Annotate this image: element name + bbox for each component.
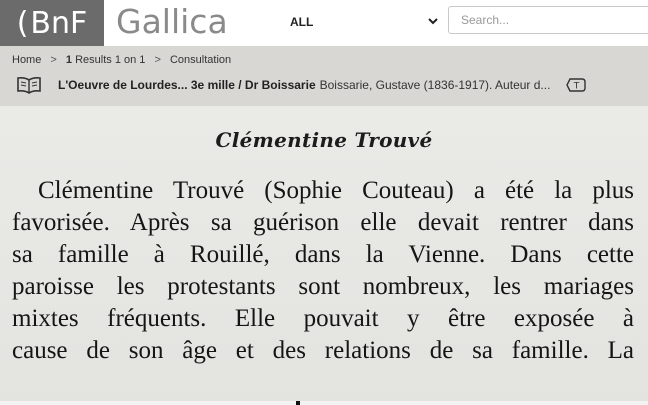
page-text-line: paroisse les protestants sont nombreux, les mariages (12, 273, 634, 300)
document-author[interactable]: Boissarie, Gustave (1836-1917). Auteur d... (319, 78, 551, 92)
page-text-line: sa famille à Rouillé, dans la Vienne. Dans cette (12, 241, 634, 268)
site-title[interactable]: Gallica (116, 2, 228, 41)
breadcrumb-separator: > (154, 54, 161, 66)
breadcrumb (12, 54, 231, 66)
breadcrumb-results[interactable] (66, 54, 146, 66)
collection-select[interactable] (290, 10, 440, 34)
document-row (16, 74, 636, 96)
scanned-page (0, 106, 648, 405)
text-mode-icon[interactable] (566, 78, 586, 92)
page-bottom-edge (0, 401, 648, 405)
search-input[interactable] (448, 6, 648, 34)
chapter-heading: Clémentine Trouvé (215, 128, 433, 152)
bnf-logo[interactable] (0, 0, 104, 46)
document-title[interactable]: L'Oeuvre de Lourdes... 3e mille / Dr Boissarie (58, 78, 316, 92)
chevron-down-icon (428, 16, 438, 28)
collection-select-value: ALL (290, 15, 314, 29)
logo-brace: ( (16, 5, 29, 41)
breadcrumb-home[interactable]: Home (12, 54, 42, 66)
logo-text: BnF (30, 5, 88, 41)
top-header (0, 0, 648, 46)
document-info-bar (0, 46, 648, 106)
page-text-line: mixtes fréquents. Elle pouvait y être exposée à (12, 305, 634, 332)
page-text-line: favorisée. Après sa guérison elle devait rentrer dans (12, 209, 634, 236)
document-viewer[interactable] (0, 106, 648, 405)
page-text-line: Clémentine Trouvé (Sophie Couteau) a été la plus (38, 177, 634, 204)
results-count: 1 (65, 54, 73, 66)
scroll-marker (296, 401, 300, 405)
svg-text:T: T (574, 81, 580, 92)
open-book-icon[interactable] (16, 76, 42, 94)
breadcrumb-separator: > (50, 54, 57, 66)
breadcrumb-current: Consultation (169, 54, 232, 66)
page-text-line: cause de son âge et des relations de sa famille. La (12, 337, 634, 364)
results-text: Results 1 on 1 (75, 54, 146, 66)
